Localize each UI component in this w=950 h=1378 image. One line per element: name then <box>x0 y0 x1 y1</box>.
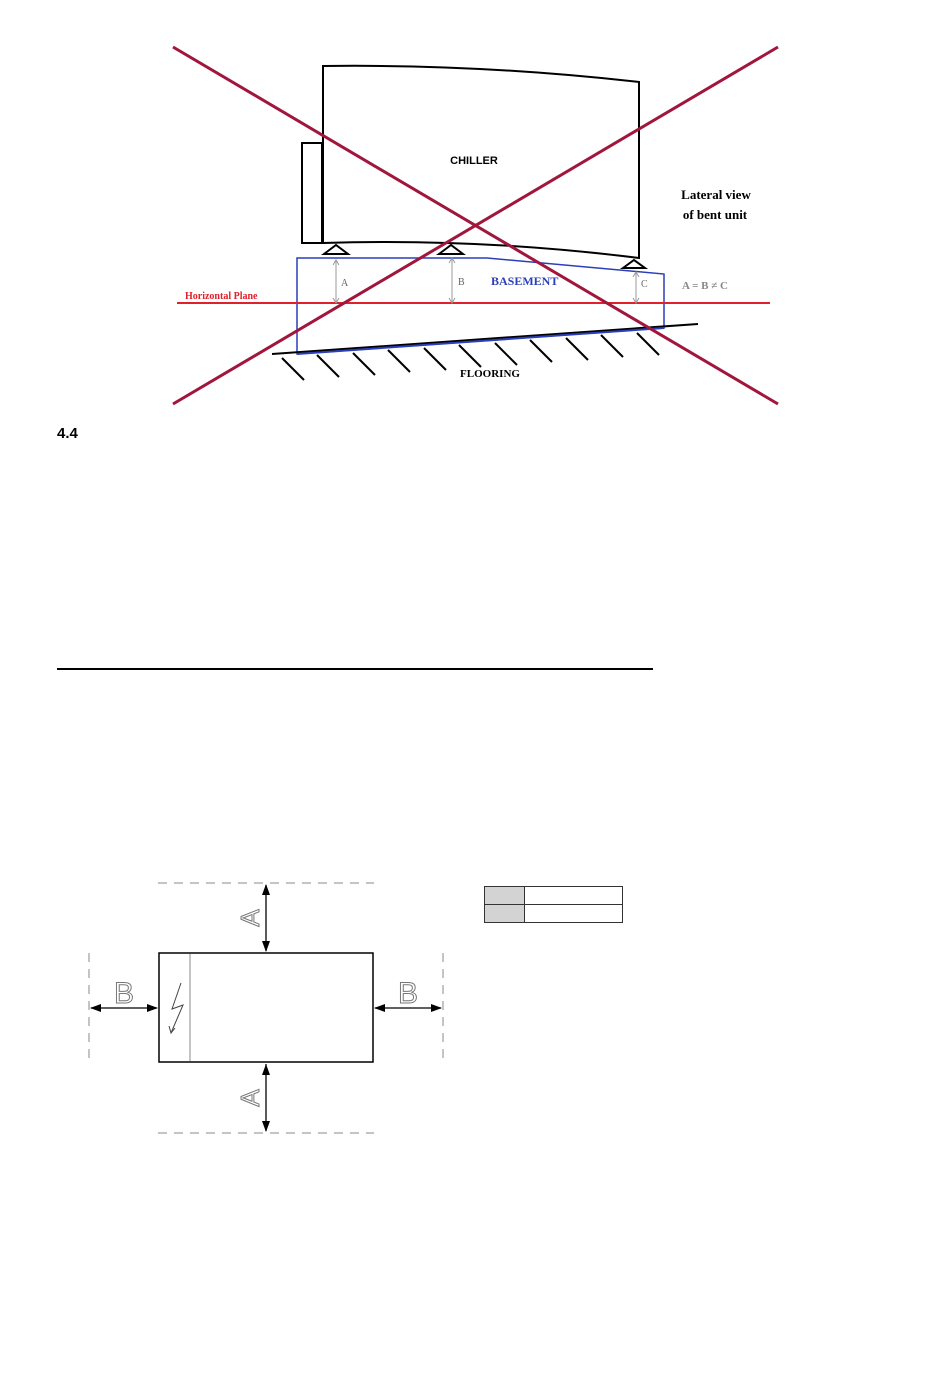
table-row <box>485 887 623 905</box>
clearance-figure <box>0 860 500 1160</box>
dim-b-label: B <box>458 277 465 288</box>
clearance-label-b-right: B <box>397 977 419 1010</box>
table-value-cell <box>525 905 623 923</box>
unit-footprint <box>159 953 373 1062</box>
horizontal-plane-label: Horizontal Plane <box>185 291 258 302</box>
chiller-label: CHILLER <box>450 155 498 167</box>
section-number: 4.4 <box>57 425 78 442</box>
chiller-side-panel <box>302 143 322 243</box>
table-key-cell <box>485 905 525 923</box>
flooring-label: FLOORING <box>460 368 520 380</box>
basement-label: BASEMENT <box>491 274 559 288</box>
clearance-label-b-left: B <box>113 977 135 1010</box>
clearance-table <box>484 886 623 923</box>
dimension-equation: A = B ≠ C <box>682 280 728 292</box>
table-key-cell <box>485 887 525 905</box>
lateral-view-line1: Lateral view <box>681 187 751 202</box>
flooring-line <box>272 324 698 354</box>
table-value-cell <box>525 887 623 905</box>
bent-unit-figure <box>0 0 950 420</box>
clearance-arrows <box>91 885 441 1131</box>
support-foot-right <box>623 260 645 268</box>
clearance-label-a-bottom: A <box>235 1089 265 1107</box>
table-row <box>485 905 623 923</box>
horizontal-rule <box>57 668 653 670</box>
lateral-view-line2: of bent unit <box>682 207 748 222</box>
dim-c-label: C <box>641 279 648 290</box>
support-foot-left <box>324 245 348 254</box>
dim-a-label: A <box>341 278 349 289</box>
clearance-label-a-top: A <box>235 909 265 927</box>
lightning-icon <box>169 983 183 1033</box>
basement-bottom-edge <box>297 328 664 354</box>
